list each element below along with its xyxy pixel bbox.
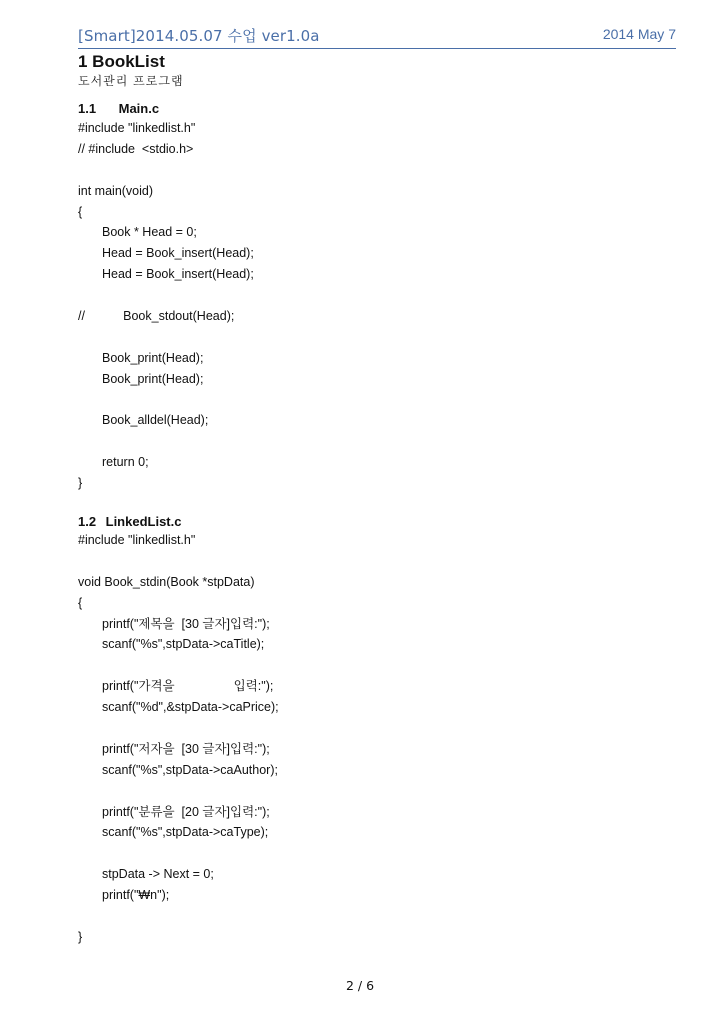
code-line [78,906,279,927]
code-line: stpData -> Next = 0; [102,867,214,882]
code-line: { [78,204,83,219]
code-line: return 0; [102,455,149,470]
header-divider [78,48,676,49]
code-line: Book_print(Head); [102,350,204,365]
code-line [78,431,254,452]
section-subtitle: 도서관리 프로그램 [78,74,184,88]
section-number: 1.1 [78,101,97,116]
code-line [78,843,279,864]
header-date: 2014 May 7 [602,26,676,42]
code-line: // Book_stdout(Head); [78,309,235,324]
code-line: Book_alldel(Head); [102,413,209,428]
code-line [78,655,279,676]
page-header [78,22,676,48]
code-line [78,160,254,181]
code-line: int main(void) [78,183,154,198]
section-heading-text: Main.c [118,101,160,116]
code-line: printf("분류을 [20 글자]입력:"); [102,804,270,819]
code-line [78,551,279,572]
code-line: // #include <stdio.h> [78,141,194,156]
section-number: 1.2 [78,514,97,529]
page-number: 2 / 6 [345,978,375,993]
section-heading-linkedlist-c [78,514,181,529]
code-block-linkedlist-c [78,530,279,948]
code-line: printf("₩n"); [102,888,170,903]
code-line: scanf("%d",&stpData->caPrice); [102,700,279,715]
code-line: Head = Book_insert(Head); [102,267,254,282]
header-doc-title: [Smart]2014.05.07 수업 ver1.0a [78,27,320,45]
code-line: printf("제목을 [30 글자]입력:"); [102,616,270,631]
section-title-booklist: 1 BookList [78,52,165,71]
code-line: Book * Head = 0; [102,225,197,240]
code-line: #include "linkedlist.h" [78,121,196,135]
code-line [78,390,254,411]
code-line: #include "linkedlist.h" [78,533,196,547]
code-line [78,781,279,802]
code-block-main-c [78,118,254,494]
code-line: { [78,595,83,610]
code-line: } [78,476,83,491]
code-line [78,285,254,306]
code-line: scanf("%s",stpData->caType); [102,825,269,840]
code-line [78,327,254,348]
section-heading-main-c [78,101,159,116]
section-heading-text: LinkedList.c [105,514,182,529]
code-line: Head = Book_insert(Head); [102,246,254,261]
code-line: void Book_stdin(Book *stpData) [78,574,255,589]
code-line: Book_print(Head); [102,371,204,386]
code-line: scanf("%s",stpData->caTitle); [102,637,265,652]
code-line: printf("가격을 입력:"); [102,679,274,694]
code-line: scanf("%s",stpData->caAuthor); [102,762,278,777]
code-line: } [78,929,83,944]
code-line [78,718,279,739]
code-line: printf("저자을 [30 글자]입력:"); [102,741,270,756]
